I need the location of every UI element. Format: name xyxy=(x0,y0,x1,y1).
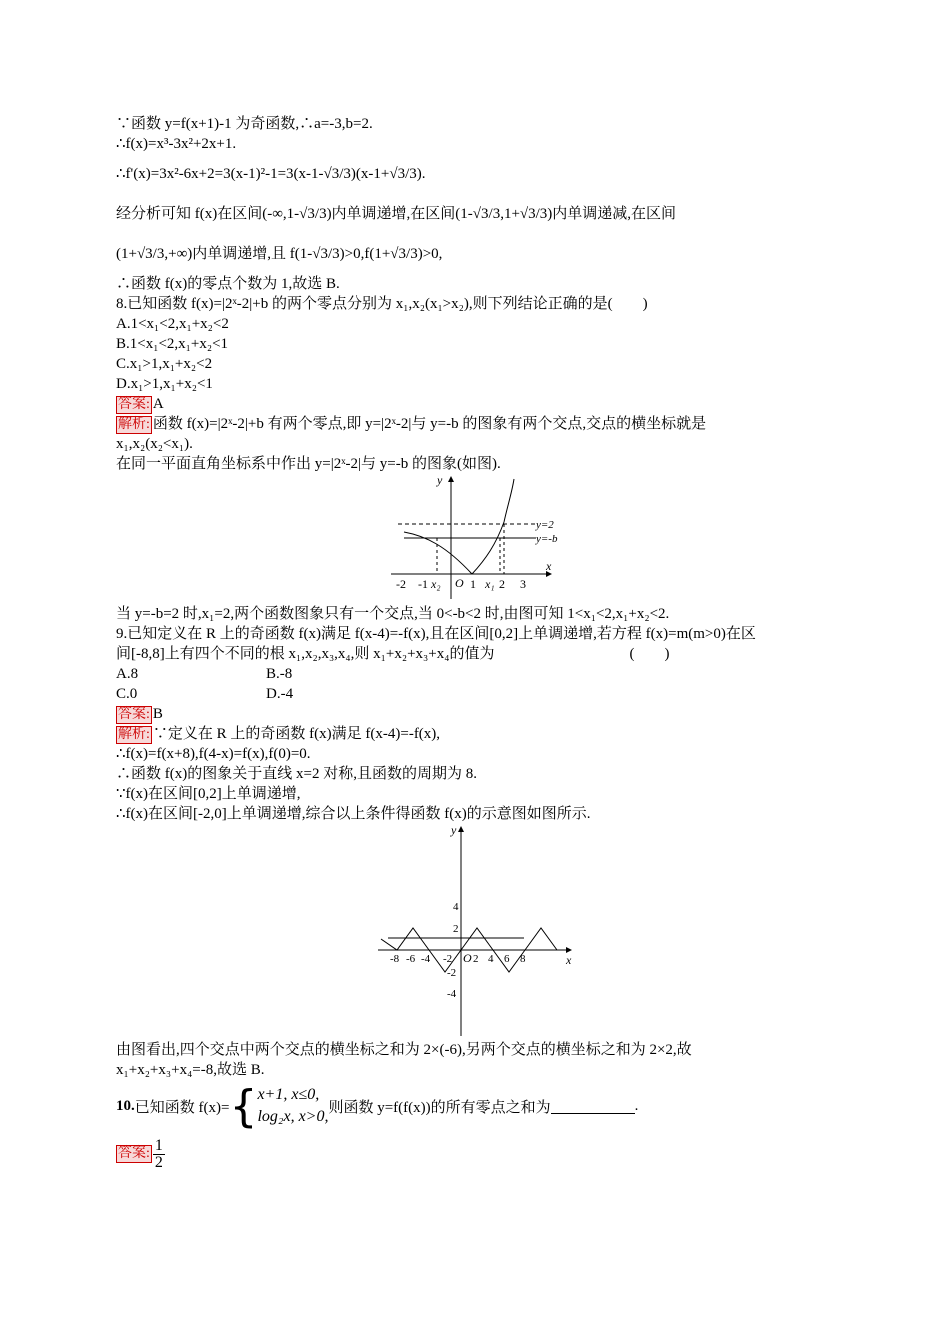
q8-line2-label: y=-b xyxy=(536,533,558,545)
q9-analysis-1 xyxy=(116,724,836,744)
q8-analysis-text-1: 函数 f(x)=|2ˣ-2|+b 有两个零点,即 y=|2ˣ-2|与 y=-b 的图象有两个交点,交点的横坐标就是 xyxy=(152,416,707,432)
left-brace-icon: { xyxy=(229,1080,258,1132)
analysis-tag: 解析: xyxy=(118,417,150,432)
q10-post: 则函数 y=f(f(x))的所有零点之和为 xyxy=(328,1099,551,1116)
q8-tick: -2 xyxy=(396,577,406,591)
q8-answer xyxy=(116,394,836,414)
q8-tick: 2 xyxy=(499,577,505,591)
q9-option-a: A.8 xyxy=(116,666,139,682)
prev-line-5: (1+√3/3,+∞)内单调递增,且 f(1-√3/3)>0,f(1+√3/3)>0, xyxy=(116,246,443,262)
q8-stem: 8.已知函数 f(x)=|2ˣ-2|+b 的两个零点分别为 x₁,x₂(x₁>x₂),则下列结论正确的是( ) xyxy=(116,296,648,312)
q9-xtick: 2 xyxy=(473,953,479,965)
q8-curve-right xyxy=(472,479,514,574)
q9-answer xyxy=(116,704,836,724)
q8-analysis-1 xyxy=(116,414,836,434)
q8-x-label: x xyxy=(546,559,552,573)
prev-line-4: 经分析可知 f(x)在区间(-∞,1-√3/3)内单调递增,在区间(1-√3/3,1+√3/3)内单调递减,在区间 xyxy=(116,206,677,222)
q9-options-row-2 xyxy=(116,684,836,704)
q9-stem-2: 间[-8,8]上有四个不同的根 x₁,x₂,x₃,x₄,则 x₁+x₂+x₃+x₄的值为 ( ) xyxy=(116,646,670,662)
q8-tick: 3 xyxy=(520,577,526,591)
q9-analysis-2: ∴f(x)=f(x+8),f(4-x)=f(x),f(0)=0. xyxy=(116,746,311,762)
prev-line-6: ∴函数 f(x)的零点个数为 1,故选 B. xyxy=(116,276,340,292)
q10-answer-numerator: 1 xyxy=(154,1136,163,1154)
answer-tag: 答案: xyxy=(118,397,150,412)
q8-option-c: C.x₁>1,x₁+x₂<2 xyxy=(116,356,213,372)
q10-pre: 已知函数 f(x)= xyxy=(134,1099,230,1116)
q10-answer xyxy=(116,1132,836,1176)
q9-answer-value: B xyxy=(152,706,163,722)
q9-ytick: 4 xyxy=(453,901,459,913)
q10-answer-fraction xyxy=(153,1138,165,1171)
q8-option-b: B.1<x₁<2,x₁+x₂<1 xyxy=(116,336,229,352)
q9-xtick: 6 xyxy=(504,953,510,965)
q10-answer-denominator: 2 xyxy=(154,1153,163,1171)
document-page xyxy=(116,114,836,1176)
q9-xtick: 8 xyxy=(520,953,526,965)
analysis-tag: 解析: xyxy=(118,727,150,742)
q9-origin-label: O xyxy=(463,951,472,965)
q10-end: . xyxy=(634,1097,639,1114)
q9-options-row-1 xyxy=(116,664,836,684)
q8-graph xyxy=(116,474,836,604)
q8-origin-label: O xyxy=(455,576,464,590)
prev-line-3: ∴f'(x)=3x²-6x+2=3(x-1)²-1=3(x-1-√3/3)(x-1+√3/3). xyxy=(116,166,426,182)
q9-analysis-4: ∵f(x)在区间[0,2]上单调递增, xyxy=(116,786,301,802)
q8-analysis-4: 当 y=-b=2 时,x₁=2,两个函数图象只有一个交点,当 0<-b<2 时,由图可知 1<x₁<2,x₁+x₂<2. xyxy=(116,606,670,622)
q8-tick: -1 xyxy=(418,577,428,591)
q10-cases xyxy=(257,1084,328,1128)
q9-xtick: -4 xyxy=(421,953,431,965)
q8-option-d: D.x₁>1,x₁+x₂<1 xyxy=(116,376,213,392)
q9-analysis-text-1: ∵定义在 R 上的奇函数 f(x)满足 f(x-4)=-f(x), xyxy=(152,726,441,742)
q9-ytick: -2 xyxy=(447,967,457,979)
q9-ytick: -4 xyxy=(447,988,457,1000)
q8-analysis-2: x₁,x₂(x₂<x₁). xyxy=(116,436,193,452)
q8-tick: 1 xyxy=(470,577,476,591)
q10-blank xyxy=(551,1099,635,1114)
q10-case-1: x+1, x≤0, xyxy=(257,1086,320,1103)
prev-line-1: ∵函数 y=f(x+1)-1 为奇函数,∴a=-3,b=2. xyxy=(116,116,373,132)
q9-stem-1: 9.已知定义在 R 上的奇函数 f(x)满足 f(x-4)=-f(x),且在区间[0,2]上单调递增,若方程 f(x)=m(m>0)在区 xyxy=(116,626,756,642)
q8-tick: x₁ xyxy=(485,577,495,591)
q8-tick: x₂ xyxy=(431,577,441,591)
q8-line1-label: y=2 xyxy=(536,519,554,531)
q9-analysis-7: x₁+x₂+x₃+x₄=-8,故选 B. xyxy=(116,1062,265,1078)
q9-x-label: x xyxy=(566,953,572,967)
q9-figure xyxy=(116,824,836,1040)
q9-ytick: 2 xyxy=(453,923,459,935)
q8-figure xyxy=(116,474,836,604)
q9-option-b: B.-8 xyxy=(266,666,293,682)
q8-y-label: y xyxy=(437,474,443,487)
q8-option-a: A.1<x₁<2,x₁+x₂<2 xyxy=(116,316,229,332)
q9-analysis-3: ∴函数 f(x)的图象关于直线 x=2 对称,且函数的周期为 8. xyxy=(116,766,477,782)
q10-stem xyxy=(116,1080,836,1132)
q8-answer-value: A xyxy=(152,396,164,412)
q9-graph xyxy=(116,824,836,1040)
q9-xtick: 4 xyxy=(488,953,494,965)
answer-tag: 答案: xyxy=(118,707,150,722)
q9-xtick: -2 xyxy=(443,953,453,965)
q9-analysis-5: ∴f(x)在区间[-2,0]上单调递增,综合以上条件得函数 f(x)的示意图如图所示. xyxy=(116,806,591,822)
answer-tag: 答案: xyxy=(118,1146,150,1161)
q9-option-d: D.-4 xyxy=(266,686,294,702)
q8-analysis-3: 在同一平面直角坐标系中作出 y=|2ˣ-2|与 y=-b 的图象(如图). xyxy=(116,456,501,472)
q10-number: 10. xyxy=(116,1097,135,1114)
q9-xtick: -6 xyxy=(406,953,416,965)
q9-option-c: C.0 xyxy=(116,686,138,702)
q9-y-label: y xyxy=(451,824,457,837)
prev-line-2: ∴f(x)=x³-3x²+2x+1. xyxy=(116,136,237,152)
q9-analysis-6: 由图看出,四个交点中两个交点的横坐标之和为 2×(-6),另两个交点的横坐标之和为 2×2,故 xyxy=(116,1042,692,1058)
q10-case-2: log₂x, x>0, xyxy=(257,1108,329,1125)
q9-xtick: -8 xyxy=(390,953,400,965)
